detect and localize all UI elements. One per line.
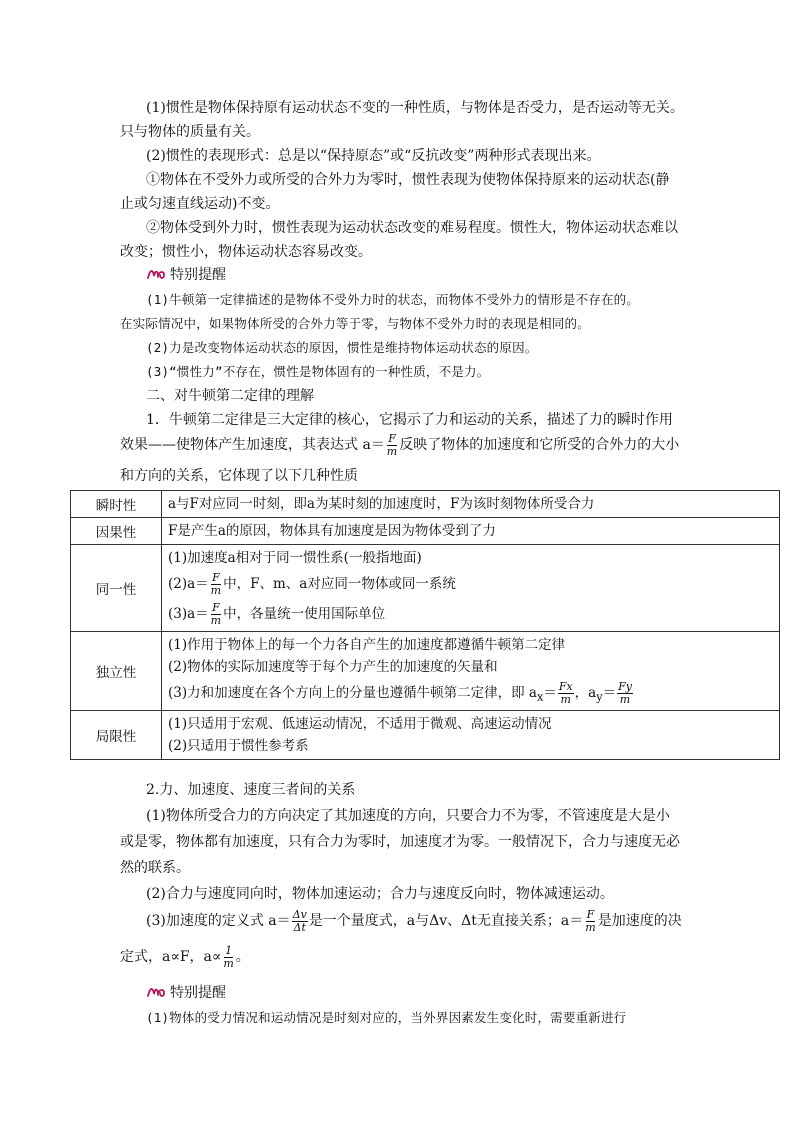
paragraph-inertia-4-cont: 改变；惯性小，物体运动状态容易改变。 [120, 244, 372, 260]
table-row [71, 545, 780, 632]
table-text-line [168, 569, 773, 599]
table-cell-name: 局限性 [71, 711, 162, 760]
table-cell-text [162, 491, 780, 518]
formula-text-after: 反映了物体的加速度和它所受的合外力的大小 [399, 437, 680, 453]
text-fragment: 定式，a∝F，a∝ [120, 949, 222, 965]
table-text-line: F是产生a的原因，物体具有加速度是因为物体受到了力 [168, 523, 496, 539]
table-cell-name: 同一性 [71, 545, 162, 632]
paragraph-inertia-1-cont: 只与物体的质量有关。 [120, 124, 260, 140]
formula-text-before: 效果——使物体产生加速度，其表达式 a＝ [120, 437, 385, 453]
fraction-f-over-m [210, 572, 222, 597]
table-text-line: (1)作用于物体上的每一个力各自产生的加速度都遵循牛顿第二定律 [168, 637, 566, 653]
fraction-numerator: F [388, 431, 396, 445]
tip-icon [146, 985, 166, 999]
fraction-denominator: m [210, 584, 222, 597]
table-cell-name: 瞬时性 [71, 491, 162, 518]
tip-2-line-1: (1)物体的受力情况和运动情况是时刻对应的，当外界因素发生变化时，需要重新进行 [146, 1010, 627, 1025]
fraction-numerator: F [586, 907, 595, 921]
fraction-denominator: Δt [293, 920, 306, 934]
fraction-denominator: m [210, 614, 222, 627]
paragraph-relation-1-end: 然的联系。 [120, 860, 190, 876]
fraction-denominator: m [223, 956, 234, 970]
table-text-fragment: ＝ [543, 685, 557, 701]
text-fragment: 是一个量度式，a与Δv、Δt无直接关系；a＝ [308, 913, 584, 929]
fraction-f-over-m [210, 602, 222, 627]
fraction-1-over-m [222, 945, 234, 970]
paragraph-relation-2: (2)合力与速度同向时，物体加速运动；合力与速度反向时，物体减速运动。 [146, 886, 614, 902]
text-fragment: 。 [235, 949, 250, 965]
table-text-fragment: (3)力和加速度在各个方向上的分量也遵循牛顿第二定律，即 a [168, 685, 537, 701]
table-cell-text [162, 632, 780, 711]
tip-line-2: 在实际情况中，如果物体所受的合外力等于零，与物体不受外力时的表现是相同的。 [120, 316, 590, 331]
table-text-fragment: 中，F、m、a对应同一物体或同一系统 [223, 576, 456, 592]
table-row [71, 632, 780, 711]
subscript-x: x [536, 690, 544, 704]
fraction-numerator: F [212, 571, 220, 584]
fraction-numerator: Fy [618, 680, 632, 693]
tip-heading-text: 特别提醒 [170, 267, 226, 283]
table-text-line: (1)加速度a相对于同一惯性系(一般指地面) [168, 550, 422, 566]
table-text-line [168, 678, 773, 708]
fraction-denominator: m [386, 444, 398, 458]
section-heading: 二、对牛顿第二定律的理解 [146, 388, 314, 404]
fraction-numerator: 1 [225, 943, 233, 957]
table-row [71, 711, 780, 760]
paragraph-law-1: 1．牛顿第二定律是三大定律的核心，它揭示了力和运动的关系，描述了力的瞬时作用 [146, 412, 673, 428]
paragraph-relation-1: (1)物体所受合力的方向决定了其加速度的方向，只要合力不为零，不管速度是大是小 [146, 808, 670, 824]
tip-heading-text: 特别提醒 [170, 985, 226, 1001]
tip-line-3: (2)力是改变物体运动状态的原因，惯性是维持物体运动状态的原因。 [146, 340, 538, 355]
table-text-line: a与F对应同一时刻，即a为某时刻的加速度时，F为该时刻物体所受合力 [168, 496, 595, 512]
subsection-heading: 2.力、加速度、速度三者间的关系 [146, 782, 356, 798]
text-fragment: 是加速度的决 [597, 913, 682, 929]
subscript-y: y [596, 690, 603, 704]
table-row [71, 491, 780, 518]
tip-line-1: (1)牛顿第一定律描述的是物体不受外力时的状态，而物体不受外力的情形是不存在的。 [146, 292, 640, 307]
table-text-line: (1)只适用于宏观、低速运动情况，不适用于微观、高速运动情况 [168, 716, 552, 732]
tip-icon [146, 267, 166, 281]
paragraph-inertia-2: (2)惯性的表现形式：总是以“保持原态”或“反抗改变”两种形式表现出来。 [146, 148, 601, 164]
fraction-numerator: F [212, 601, 220, 614]
fraction-numerator: Δv [292, 907, 307, 921]
fraction-denominator: m [585, 920, 596, 934]
properties-table [70, 490, 780, 760]
table-text-fragment: (3)a＝ [168, 606, 209, 622]
table-cell-text [162, 711, 780, 760]
paragraph-inertia-1: (1)惯性是物体保持原有运动状态不变的一种性质，与物体是否受力，是否运动等无关。 [146, 100, 684, 116]
paragraph-inertia-4: ②物体受到外力时，惯性表现为运动状态改变的难易程度。惯性大，物体运动状态难以 [146, 220, 678, 236]
tip-heading-2 [146, 982, 226, 1002]
fraction-f-over-m [386, 433, 398, 458]
fraction-dv-over-dt [292, 909, 308, 934]
table-text-fragment: (2)a＝ [168, 576, 209, 592]
paragraph-law-1-formula [120, 430, 680, 460]
table-text-fragment: ，a [574, 685, 597, 701]
table-text-fragment: 中，各量统一使用国际单位 [223, 606, 386, 622]
paragraph-relation-3 [146, 906, 706, 936]
paragraph-inertia-3-cont: 止或匀速直线运动)不变。 [120, 196, 280, 212]
paragraph-relation-1-cont: 或是零，物体都有加速度，只有合力为零时，加速度才为零。一般情况下，合力与速度无必 [120, 834, 680, 850]
fraction-f-over-m [584, 909, 596, 934]
paragraph-relation-3-cont [120, 942, 680, 972]
fraction-denominator: m [560, 693, 571, 706]
text-fragment: (3)加速度的定义式 a＝ [146, 913, 291, 929]
table-cell-text [162, 545, 780, 632]
table-text-line [168, 599, 773, 629]
table-cell-name: 独立性 [71, 632, 162, 711]
paragraph-law-1-end: 和方向的关系，它体现了以下几种性质 [120, 468, 358, 484]
table-text-line: (2)只适用于惯性参考系 [168, 738, 309, 754]
table-text-fragment: ＝ [602, 685, 617, 701]
table-cell-name: 因果性 [71, 518, 162, 545]
fraction-fy-over-m [617, 681, 633, 706]
tip-heading [146, 264, 226, 284]
table-text-line: (2)物体的实际加速度等于每个力产生的加速度的矢量和 [168, 659, 498, 675]
fraction-fx-over-m [558, 681, 574, 706]
fraction-numerator: Fx [558, 680, 573, 693]
tip-line-4: (3)“惯性力”不存在，惯性是物体固有的一种性质，不是力。 [146, 364, 490, 379]
table-row [71, 518, 780, 545]
table-cell-text [162, 518, 780, 545]
fraction-denominator: m [619, 693, 631, 706]
paragraph-inertia-3: ①物体在不受外力或所受的合外力为零时，惯性表现为使物体保持原来的运动状态(静 [146, 172, 670, 188]
